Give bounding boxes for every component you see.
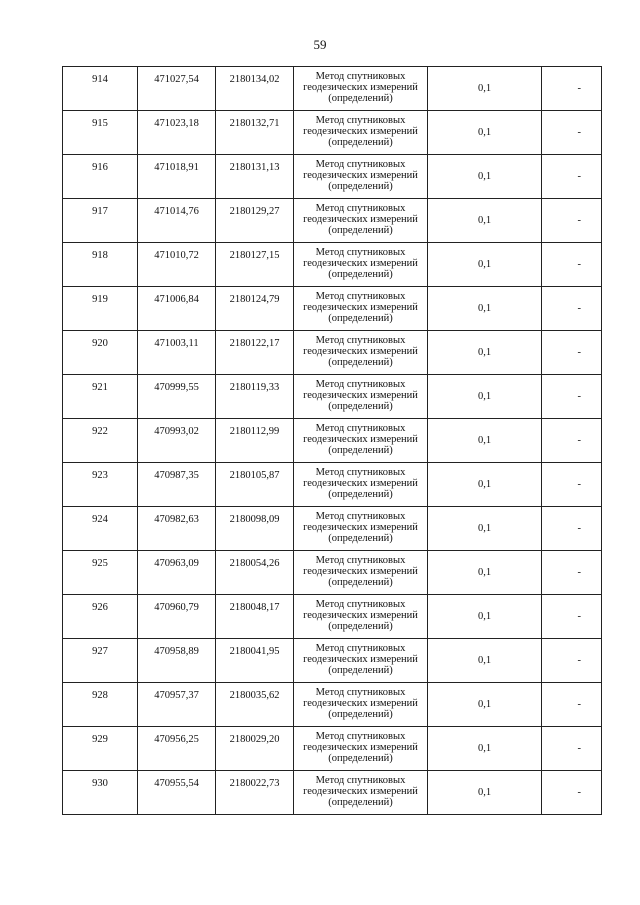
note-cell: - — [542, 551, 602, 595]
accuracy-cell: 0,1 — [428, 727, 542, 771]
point-number-cell: 929 — [63, 727, 138, 771]
table-row — [63, 419, 602, 463]
y-coordinate-cell: 2180105,87 — [216, 463, 294, 507]
point-number-cell: 914 — [63, 67, 138, 111]
table-row — [63, 287, 602, 331]
table-row — [63, 727, 602, 771]
table-row — [63, 199, 602, 243]
point-number-cell: 928 — [63, 683, 138, 727]
x-coordinate-cell: 470956,25 — [138, 727, 216, 771]
x-coordinate-cell: 471003,11 — [138, 331, 216, 375]
point-number-cell: 930 — [63, 771, 138, 815]
note-cell: - — [542, 375, 602, 419]
accuracy-cell: 0,1 — [428, 199, 542, 243]
x-coordinate-cell: 470963,09 — [138, 551, 216, 595]
point-number-cell: 927 — [63, 639, 138, 683]
method-cell: Метод спутниковых геодезических измерений (определений) — [294, 287, 428, 331]
accuracy-cell: 0,1 — [428, 331, 542, 375]
page-number: 59 — [313, 37, 327, 52]
method-cell: Метод спутниковых геодезических измерений (определений) — [294, 419, 428, 463]
point-number-cell: 924 — [63, 507, 138, 551]
y-coordinate-cell: 2180127,15 — [216, 243, 294, 287]
coordinates-table — [62, 66, 602, 815]
point-number-cell: 925 — [63, 551, 138, 595]
method-cell: Метод спутниковых геодезических измерений (определений) — [294, 639, 428, 683]
x-coordinate-cell: 470987,35 — [138, 463, 216, 507]
note-cell: - — [542, 111, 602, 155]
table-row — [63, 155, 602, 199]
accuracy-cell: 0,1 — [428, 683, 542, 727]
method-cell: Метод спутниковых геодезических измерений (определений) — [294, 331, 428, 375]
x-coordinate-cell: 470960,79 — [138, 595, 216, 639]
x-coordinate-cell: 471018,91 — [138, 155, 216, 199]
point-number-cell: 923 — [63, 463, 138, 507]
table-row — [63, 331, 602, 375]
coordinates-table-body — [63, 67, 602, 815]
note-cell: - — [542, 595, 602, 639]
accuracy-cell: 0,1 — [428, 243, 542, 287]
method-cell: Метод спутниковых геодезических измерений (определений) — [294, 595, 428, 639]
method-cell: Метод спутниковых геодезических измерений (определений) — [294, 375, 428, 419]
point-number-cell: 920 — [63, 331, 138, 375]
accuracy-cell: 0,1 — [428, 771, 542, 815]
accuracy-cell: 0,1 — [428, 287, 542, 331]
method-cell: Метод спутниковых геодезических измерений (определений) — [294, 463, 428, 507]
x-coordinate-cell: 470982,63 — [138, 507, 216, 551]
accuracy-cell: 0,1 — [428, 639, 542, 683]
table-row — [63, 683, 602, 727]
x-coordinate-cell: 470993,02 — [138, 419, 216, 463]
table-row — [63, 507, 602, 551]
point-number-cell: 918 — [63, 243, 138, 287]
accuracy-cell: 0,1 — [428, 419, 542, 463]
method-cell: Метод спутниковых геодезических измерений (определений) — [294, 507, 428, 551]
note-cell: - — [542, 463, 602, 507]
accuracy-cell: 0,1 — [428, 507, 542, 551]
y-coordinate-cell: 2180134,02 — [216, 67, 294, 111]
accuracy-cell: 0,1 — [428, 155, 542, 199]
point-number-cell: 922 — [63, 419, 138, 463]
y-coordinate-cell: 2180119,33 — [216, 375, 294, 419]
table-row — [63, 551, 602, 595]
table-row — [63, 375, 602, 419]
note-cell: - — [542, 727, 602, 771]
method-cell: Метод спутниковых геодезических измерений (определений) — [294, 199, 428, 243]
method-cell: Метод спутниковых геодезических измерений (определений) — [294, 111, 428, 155]
note-cell: - — [542, 683, 602, 727]
point-number-cell: 921 — [63, 375, 138, 419]
y-coordinate-cell: 2180122,17 — [216, 331, 294, 375]
note-cell: - — [542, 155, 602, 199]
x-coordinate-cell: 471006,84 — [138, 287, 216, 331]
method-cell: Метод спутниковых геодезических измерений (определений) — [294, 551, 428, 595]
note-cell: - — [542, 639, 602, 683]
point-number-cell: 919 — [63, 287, 138, 331]
x-coordinate-cell: 471010,72 — [138, 243, 216, 287]
x-coordinate-cell: 470955,54 — [138, 771, 216, 815]
table-row — [63, 463, 602, 507]
y-coordinate-cell: 2180048,17 — [216, 595, 294, 639]
y-coordinate-cell: 2180131,13 — [216, 155, 294, 199]
accuracy-cell: 0,1 — [428, 595, 542, 639]
method-cell: Метод спутниковых геодезических измерений (определений) — [294, 243, 428, 287]
note-cell: - — [542, 331, 602, 375]
accuracy-cell: 0,1 — [428, 111, 542, 155]
note-cell: - — [542, 199, 602, 243]
note-cell: - — [542, 287, 602, 331]
note-cell: - — [542, 507, 602, 551]
table-row — [63, 639, 602, 683]
y-coordinate-cell: 2180029,20 — [216, 727, 294, 771]
point-number-cell: 917 — [63, 199, 138, 243]
table-row — [63, 243, 602, 287]
accuracy-cell: 0,1 — [428, 67, 542, 111]
method-cell: Метод спутниковых геодезических измерений (определений) — [294, 155, 428, 199]
y-coordinate-cell: 2180098,09 — [216, 507, 294, 551]
x-coordinate-cell: 470957,37 — [138, 683, 216, 727]
x-coordinate-cell: 471023,18 — [138, 111, 216, 155]
x-coordinate-cell: 470958,89 — [138, 639, 216, 683]
point-number-cell: 916 — [63, 155, 138, 199]
y-coordinate-cell: 2180112,99 — [216, 419, 294, 463]
table-row — [63, 771, 602, 815]
table-row — [63, 595, 602, 639]
y-coordinate-cell: 2180035,62 — [216, 683, 294, 727]
accuracy-cell: 0,1 — [428, 375, 542, 419]
method-cell: Метод спутниковых геодезических измерений (определений) — [294, 771, 428, 815]
point-number-cell: 926 — [63, 595, 138, 639]
x-coordinate-cell: 471027,54 — [138, 67, 216, 111]
accuracy-cell: 0,1 — [428, 463, 542, 507]
accuracy-cell: 0,1 — [428, 551, 542, 595]
method-cell: Метод спутниковых геодезических измерений (определений) — [294, 67, 428, 111]
table-row — [63, 67, 602, 111]
note-cell: - — [542, 67, 602, 111]
method-cell: Метод спутниковых геодезических измерений (определений) — [294, 727, 428, 771]
y-coordinate-cell: 2180132,71 — [216, 111, 294, 155]
x-coordinate-cell: 471014,76 — [138, 199, 216, 243]
note-cell: - — [542, 419, 602, 463]
y-coordinate-cell: 2180022,73 — [216, 771, 294, 815]
y-coordinate-cell: 2180129,27 — [216, 199, 294, 243]
y-coordinate-cell: 2180041,95 — [216, 639, 294, 683]
y-coordinate-cell: 2180124,79 — [216, 287, 294, 331]
note-cell: - — [542, 243, 602, 287]
point-number-cell: 915 — [63, 111, 138, 155]
note-cell: - — [542, 771, 602, 815]
table-row — [63, 111, 602, 155]
method-cell: Метод спутниковых геодезических измерений (определений) — [294, 683, 428, 727]
x-coordinate-cell: 470999,55 — [138, 375, 216, 419]
y-coordinate-cell: 2180054,26 — [216, 551, 294, 595]
